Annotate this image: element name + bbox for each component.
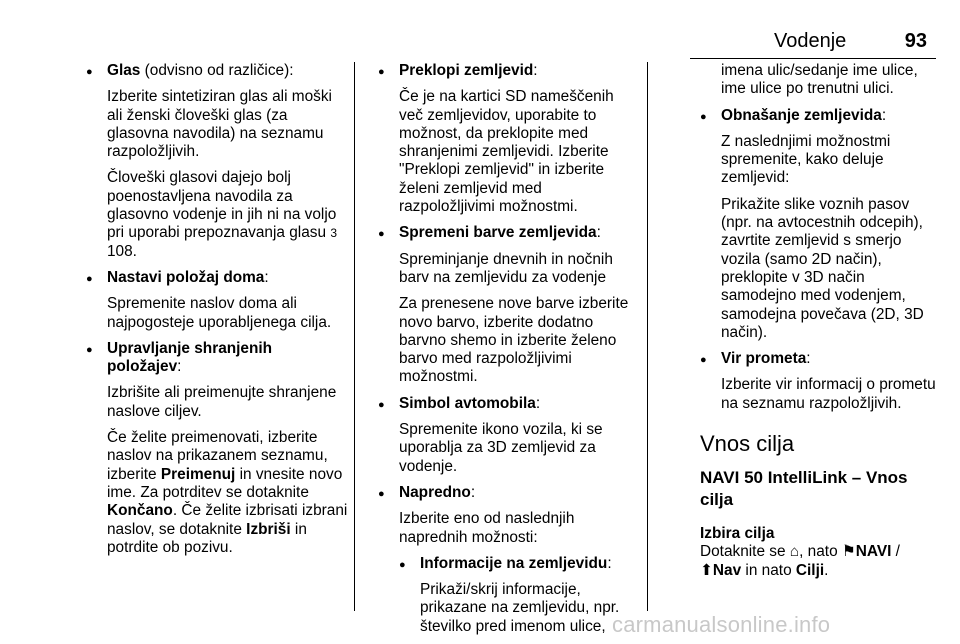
list-item-vir: ● Vir prometa: [700, 350, 936, 368]
home-icon: ⌂ [789, 543, 800, 561]
napredno-paragraph: Izberite eno od naslednjih naprednih možnosti: [399, 510, 575, 546]
informacije-paragraph: Prikaži/skrij informacije, prikazane na zemljevidu, npr. številko pred imenom ulice, [420, 581, 620, 635]
spremeni-paragraph-2: Za prenesene nove barve izberite novo barvo, izberite dodatno barvno shemo in izberite želeno barvo med razpoložljivimi možnostmi. [399, 295, 629, 386]
spremeni-paragraph-1: Spreminjanje dnevnih in nočnih barv na zemljevidu za vodenje [399, 250, 613, 286]
page-header [690, 30, 936, 54]
watermark: carmanualsonline.info [612, 612, 831, 637]
vir-paragraph: Izberite vir informacij o prometu na seznamu razpoložljivih. [721, 376, 936, 412]
column-divider-2 [647, 62, 648, 611]
page-title: Vodenje [774, 30, 847, 52]
obnasanje-paragraph-1: Z naslednjimi možnostmi spremenite, kako deluje zemljevid: [721, 132, 891, 187]
section-heading-vnos-cilja: Vnos cilja [700, 431, 795, 457]
heading-izbira-cilja: Izbira cilja [700, 525, 775, 543]
column-2 [378, 62, 640, 644]
list-item-napredno: ● Napredno: [378, 484, 640, 502]
list-item-spremeni: ● Spremeni barve zemljevida: [378, 224, 640, 242]
list-item-simbol: ● Simbol avtomobila: [378, 395, 640, 413]
nastavi-paragraph: Spremenite naslov doma ali najpogosteje uporabljenega cilja. [107, 295, 332, 331]
page-number: 93 [904, 30, 927, 52]
preklopi-paragraph: Če je na kartici SD nameščenih več zemljevidov, uporabite to možnost, da preklopite med shranjenimi zemljevidi. Izberite "Preklopi zemljevid" in izberite želeni zemljevid med razpoložljivimi možnostmi. [399, 88, 614, 216]
upravljanje-paragraph-2: Če želite preimenovati, izberite naslov na prikazanem seznamu, izberite Preimenuj in vnesite novo ime. Za potrditev se dotaknite Končano. Če želite izbrisati izbrani naslov, se dotaknite Izbriši in potrdite ob pozivu. [107, 429, 348, 556]
flag-icon: ⚑ [841, 543, 856, 561]
arrow-up-icon: ⬆ [700, 561, 713, 579]
list-item-obnasanje: ● Obnašanje zemljevida: [700, 107, 936, 125]
upravljanje-paragraph-1: Izbrišite ali preimenujte shranjene naslove ciljev. [107, 384, 337, 420]
column-1 [86, 62, 348, 565]
glas-paragraph-1: Izberite sintetiziran glas ali moški ali ženski človeški glas (za glasovna navodila) na seznamu razpoložljivih. [107, 88, 332, 161]
page-ref-icon: 3 [330, 226, 338, 241]
list-item-upravljanje: ● Upravljanje shranjenih položajev: [86, 340, 348, 377]
column-divider-1 [354, 62, 355, 611]
sublist-item-informacije: ● Informacije na zemljevidu: [399, 555, 640, 573]
simbol-paragraph: Spremenite ikono vozila, ki se uporablja za 3D zemljevid za vodenje. [399, 421, 603, 475]
glas-paragraph-2: Človeški glasovi dajejo bolj poenostavljena navodila za glasovno vodenje in jih ni na voljo pri uporabi prepoznavanja glasu 3 108. [107, 169, 338, 260]
list-item-nastavi: ● Nastavi položaj doma: [86, 269, 348, 287]
list-item-glas: ● Glas (odvisno od različice): [86, 62, 348, 80]
column-3 [700, 62, 936, 580]
izbira-paragraph: Dotaknite se ⌂, nato ⚑NAVI / ⬆Nav in nato Cilji. [700, 543, 900, 579]
header-rule [690, 58, 936, 59]
informacije-continued: imena ulic/sedanje ime ulice, ime ulice po trenutni ulici. [721, 62, 918, 98]
list-item-preklopi: ● Preklopi zemljevid: [378, 62, 640, 80]
obnasanje-paragraph-2: Prikažite slike voznih pasov (npr. na avtocestnih odcepih), zavrtite zemljevid s smerjo vozila (samo 2D način), preklopite v 3D način samodejno med vodenjem, samodejna povečava (2D, 3D način). [721, 195, 924, 341]
subsection-heading-navi50: NAVI 50 IntelliLink – Vnos cilja [700, 468, 908, 510]
